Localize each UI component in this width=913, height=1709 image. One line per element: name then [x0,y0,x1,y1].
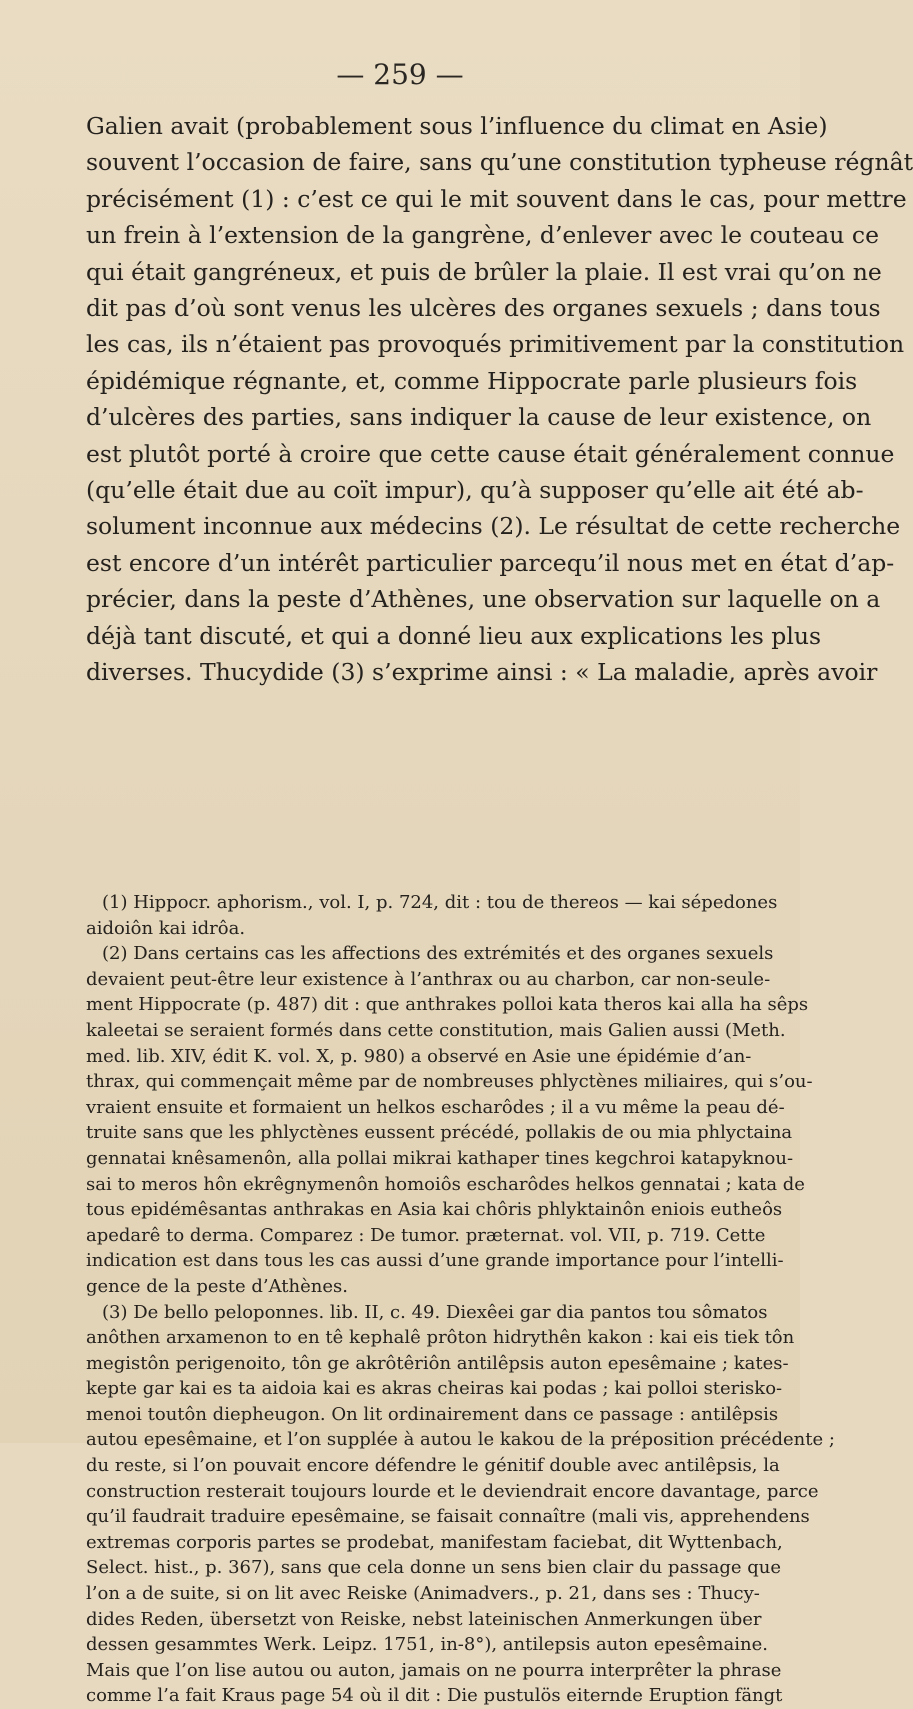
text-line: est encore d’un intérêt particulier parcequ’il nous met en état d’ap- [86,545,708,581]
footnote-line: (3) De bello peloponnes. lib. II, c. 49. Diexêei gar dia pantos tou sômatos [86,1300,708,1326]
footnote-line: qu’il faudrait traduire epesêmaine, se faisait connaître (mali vis, apprehendens [86,1504,708,1530]
footnote-line: vraient ensuite et formaient un helkos escharôdes ; il a vu même la peau dé- [86,1095,708,1121]
footnote-line: anôthen arxamenon to en tê kephalê prôton hidrythên kakon : kai eis tiek tôn [86,1325,708,1351]
text-line: déjà tant discuté, et qui a donné lieu aux explications les plus [86,618,708,654]
text-line: est plutôt porté à croire que cette cause était généralement connue [86,436,708,472]
footnote-line: megistôn perigenoito, tôn ge akrôtêriôn antilêpsis auton epesêmaine ; kates- [86,1351,708,1377]
text-line: épidémique régnante, et, comme Hippocrate parle plusieurs fois [86,363,708,399]
footnote-line: aidoiôn kai idrôa. [86,916,708,942]
text-line: souvent l’occasion de faire, sans qu’une constitution typheuse régnât [86,144,708,180]
footnote-line: tous epidémêsantas anthrakas en Asia kai chôris phlyktainôn eniois eutheôs [86,1197,708,1223]
text-line: les cas, ils n’étaient pas provoqués primitivement par la constitution [86,326,708,362]
footnote-line: dides Reden, übersetzt von Reiske, nebst lateinischen Anmerkungen über [86,1607,708,1633]
footnote-line: gennatai knêsamenôn, alla pollai mikrai kathaper tines kegchroi katapyknou- [86,1146,708,1172]
footnote-1 [86,890,708,941]
text-line: diverses. Thucydide (3) s’exprime ainsi : « La maladie, après avoir [86,654,708,690]
footnote-line: du reste, si l’on pouvait encore défendre le génitif double avec antilêpsis, la [86,1453,708,1479]
text-line: un frein à l’extension de la gangrène, d’enlever avec le couteau ce [86,217,708,253]
footnote-line: gence de la peste d’Athènes. [86,1274,708,1300]
main-text [86,108,708,691]
footnote-line: thrax, qui commençait même par de nombreuses phlyctènes miliaires, qui s’ou- [86,1069,708,1095]
footnote-3 [86,1300,708,1709]
footnote-line: dessen gesammtes Werk. Leipz. 1751, in-8°), antilepsis auton epesêmaine. [86,1632,708,1658]
footnote-line: menoi toutôn diepheugon. On lit ordinairement dans ce passage : antilêpsis [86,1402,708,1428]
footnote-line: Select. hist., p. 367), sans que cela donne un sens bien clair du passage que [86,1555,708,1581]
footnote-line: comme l’a fait Kraus page 54 où il dit : Die pustulös eiternde Eruption fängt [86,1683,708,1709]
footnote-line: (1) Hippocr. aphorism., vol. I, p. 724, dit : tou de thereos — kai sépedones [86,890,708,916]
footnote-line: sai to meros hôn ekrêgnymenôn homoiôs escharôdes helkos gennatai ; kata de [86,1172,708,1198]
text-line: (qu’elle était due au coït impur), qu’à supposer qu’elle ait été ab- [86,472,708,508]
text-line: qui était gangréneux, et puis de brûler la plaie. Il est vrai qu’on ne [86,254,708,290]
text-line: Galien avait (probablement sous l’influence du climat en Asie) [86,108,708,144]
text-line: solument inconnue aux médecins (2). Le résultat de cette recherche [86,508,708,544]
page-number: — 259 — [0,58,800,91]
text-line: dit pas d’où sont venus les ulcères des organes sexuels ; dans tous [86,290,708,326]
footnote-line: construction resterait toujours lourde et le deviendrait encore davantage, parce [86,1479,708,1505]
text-line: d’ulcères des parties, sans indiquer la cause de leur existence, on [86,399,708,435]
footnote-line: apedarê to derma. Comparez : De tumor. præternat. vol. VII, p. 719. Cette [86,1223,708,1249]
footnote-line: kaleetai se seraient formés dans cette constitution, mais Galien aussi (Meth. [86,1018,708,1044]
text-line: précier, dans la peste d’Athènes, une observation sur laquelle on a [86,581,708,617]
footnote-line: (2) Dans certains cas les affections des extrémités et des organes sexuels [86,941,708,967]
footnote-line: Mais que l’on lise autou ou auton, jamais on ne pourra interprêter la phrase [86,1658,708,1684]
footnote-line: truite sans que les phlyctènes eussent précédé, pollakis de ou mia phlyctaina [86,1120,708,1146]
footnote-line: devaient peut-être leur existence à l’anthrax ou au charbon, car non-seule- [86,967,708,993]
text-line: précisément (1) : c’est ce qui le mit souvent dans le cas, pour mettre [86,181,708,217]
footnote-line: ment Hippocrate (p. 487) dit : que anthrakes polloi kata theros kai alla ha sêps [86,992,708,1018]
footnotes [86,890,708,1709]
footnote-2 [86,941,708,1299]
footnote-line: indication est dans tous les cas aussi d’une grande importance pour l’intelli- [86,1248,708,1274]
footnote-line: med. lib. XIV, édit K. vol. X, p. 980) a observé en Asie une épidémie d’an- [86,1044,708,1070]
footnote-line: l’on a de suite, si on lit avec Reiske (Animadvers., p. 21, dans ses : Thucy- [86,1581,708,1607]
footnote-line: autou epesêmaine, et l’on supplée à autou le kakou de la préposition précédente ; [86,1427,708,1453]
footnote-line: extremas corporis partes se prodebat, manifestam faciebat, dit Wyttenbach, [86,1530,708,1556]
footnote-line: kepte gar kai es ta aidoia kai es akras cheiras kai podas ; kai polloi sterisko- [86,1376,708,1402]
